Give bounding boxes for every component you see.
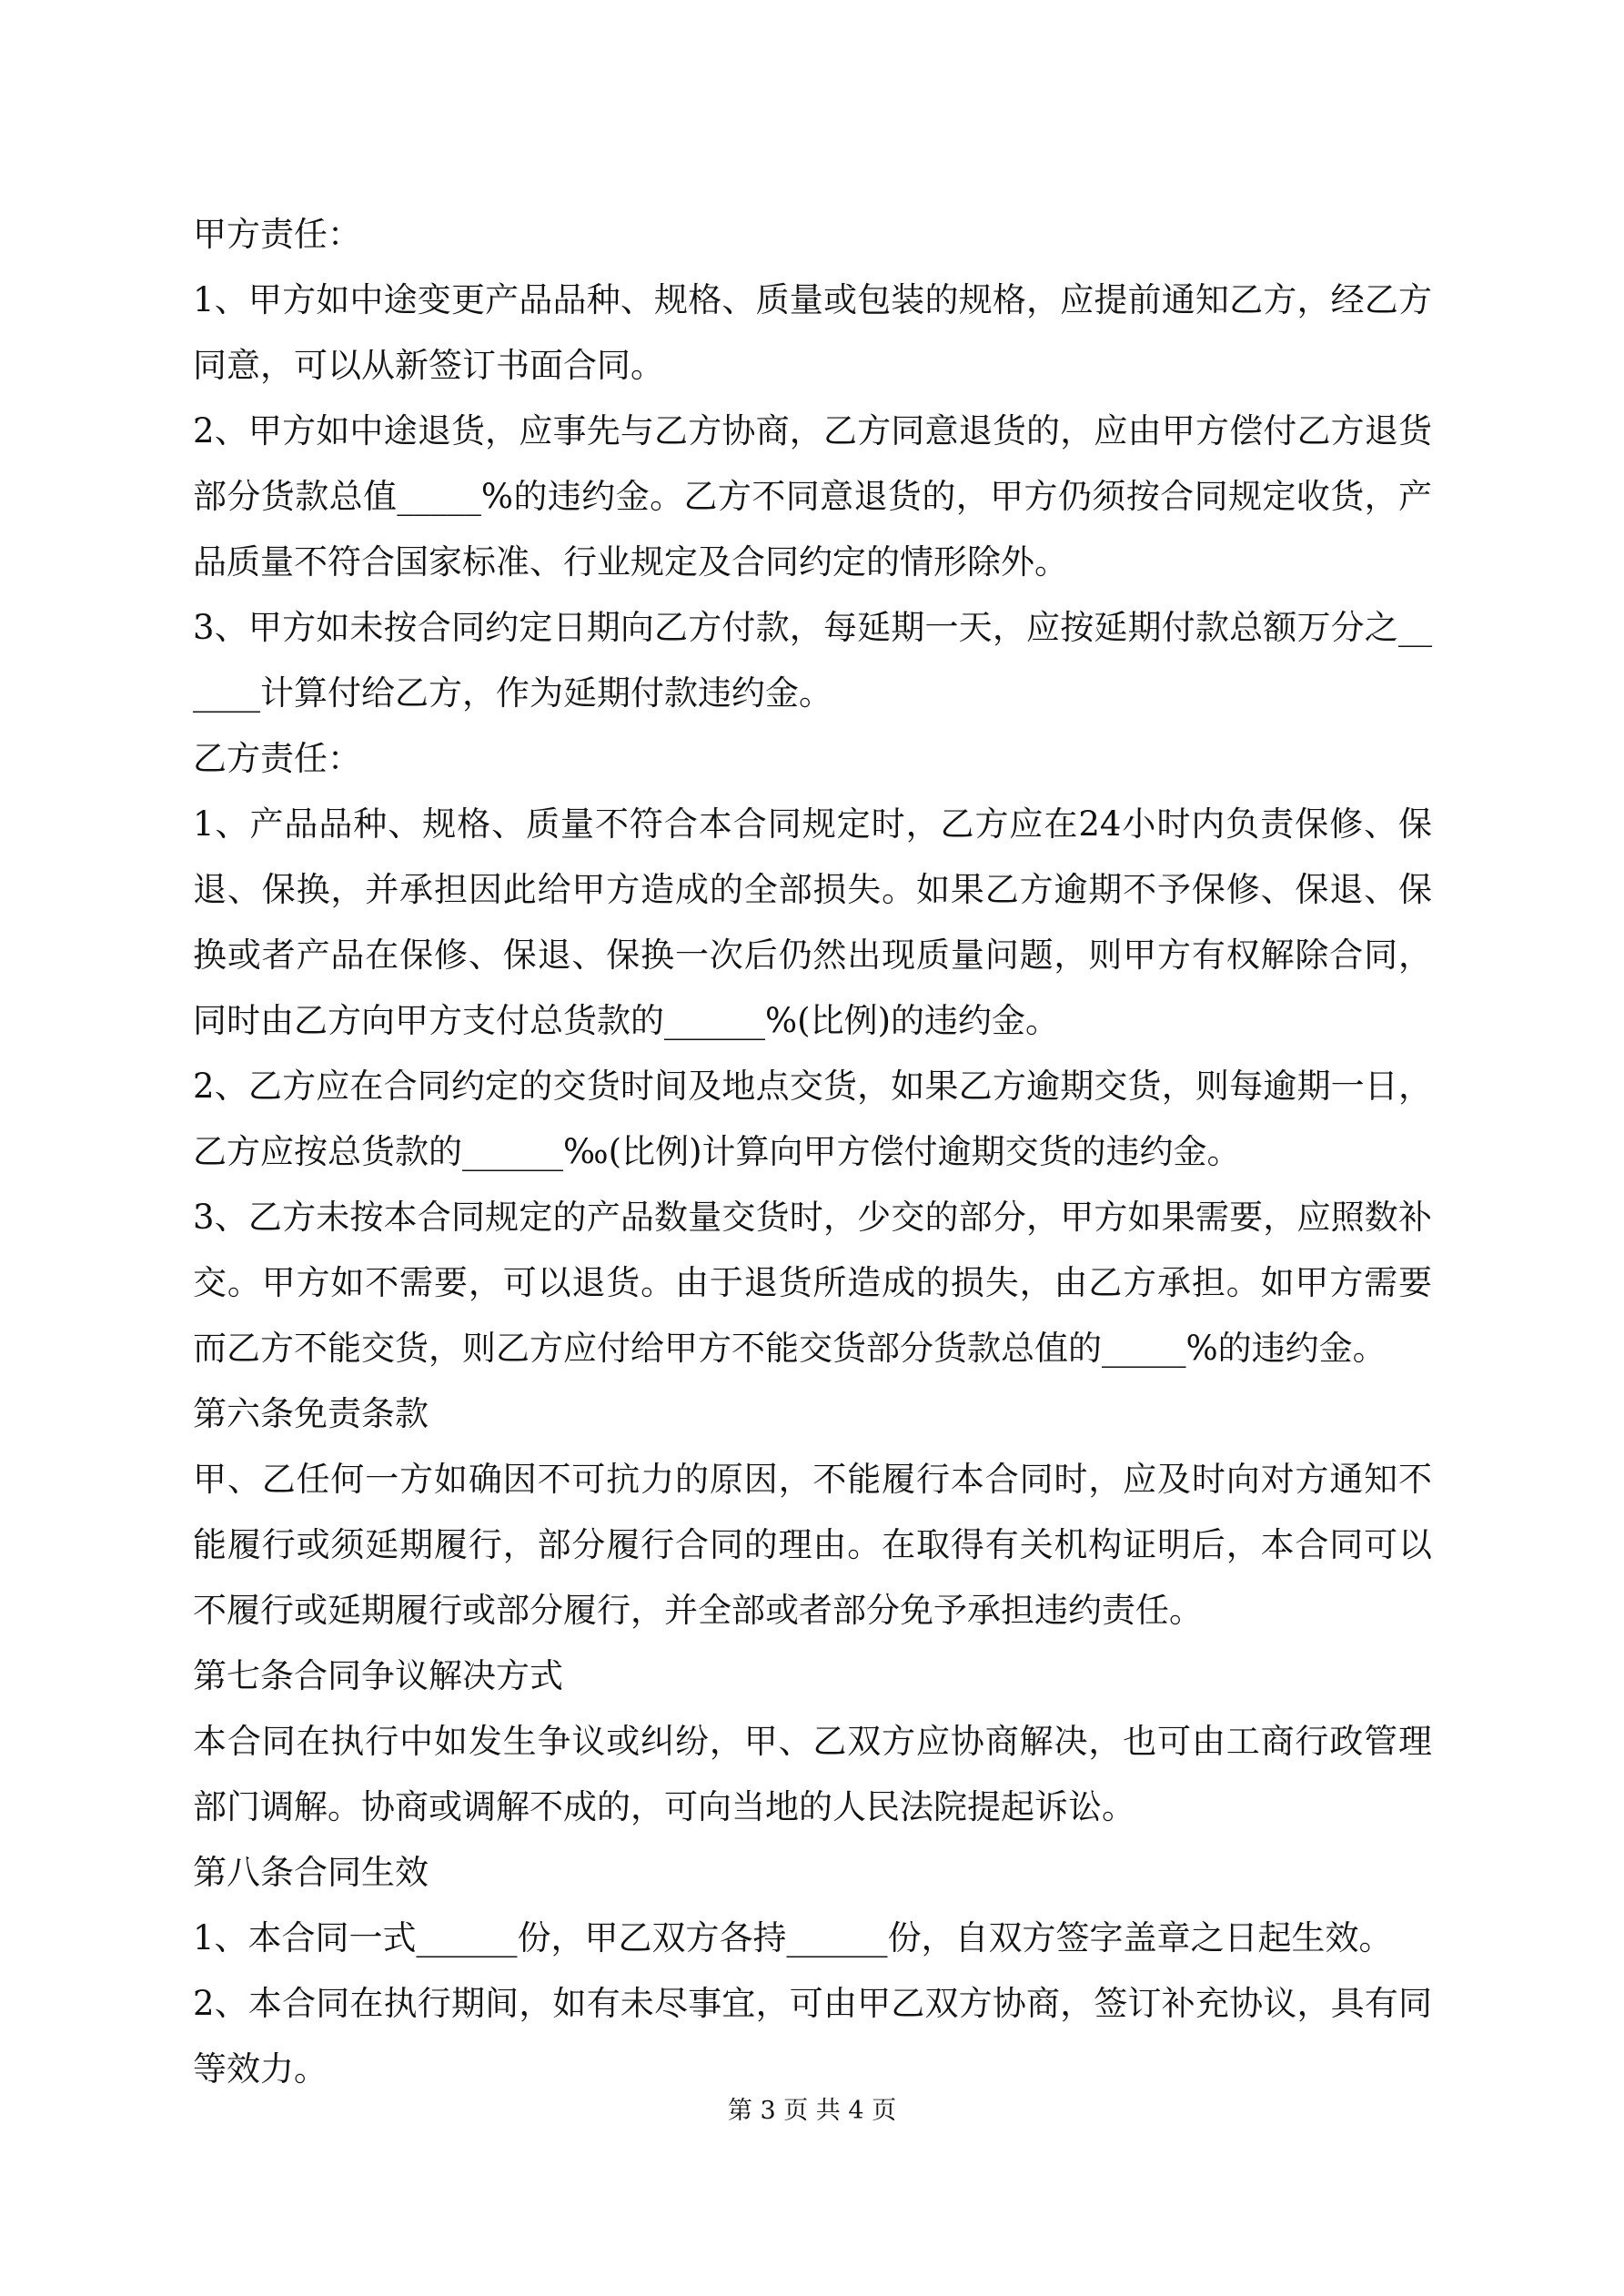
clause-a-1: 1、甲方如中途变更产品品种、规格、质量或包装的规格，应提前通知乙方，经乙方同意，可以从新签订书面合同。 [193,280,1432,385]
article-6-body: 甲、乙任何一方如确因不可抗力的原因，不能履行本合同时，应及时向对方通知不能履行或须延期履行，部分履行合同的理由。在取得有关机构证明后，本合同可以不履行或延期履行或部分履行，并全部或者部分免予承担违约责任。 [193,1460,1432,1630]
document-body [193,202,1432,2102]
clause-a-3: 3、甲方如未按合同约定日期向乙方付款，每延期一天，应按延期付款总额万分之______计算付给乙方，作为延期付款违约金。 [193,608,1432,713]
page-footer [0,2093,1624,2129]
clause-b-1: 1、产品品种、规格、质量不符合本合同规定时，乙方应在24小时内负责保修、保退、保换，并承担因此给甲方造成的全部损失。如果乙方逾期不予保修、保退、保换或者产品在保修、保退、保换一次后仍然出现质量问题，则甲方有权解除合同，同时由乙方向甲方支付总货款的______%(比例)的违约金。 [193,804,1432,1040]
article-8-clause-2: 2、本合同在执行期间，如有未尽事宜，可由甲乙双方协商，签订补充协议，具有同等效力。 [193,1984,1432,2089]
article-7-heading: 第七条合同争议解决方式 [193,1656,563,1695]
page-number-label: 第 3 页 共 4 页 [727,2097,897,2125]
article-8-clause-1: 1、本合同一式______份，甲乙双方各持______份，自双方签字盖章之日起生效。 [193,1918,1393,1957]
article-8-heading: 第八条合同生效 [193,1853,429,1892]
clause-a-2: 2、甲方如中途退货，应事先与乙方协商，乙方同意退货的，应由甲方偿付乙方退货部分货款总值_____%的违约金。乙方不同意退货的，甲方仍须按合同规定收货，产品质量不符合国家标准、行业规定及合同约定的情形除外。 [193,411,1432,582]
heading-party-a-duties: 甲方责任： [193,215,361,254]
clause-b-2: 2、乙方应在合同约定的交货时间及地点交货，如果乙方逾期交货，则每逾期一日，乙方应按总货款的______‰(比例)计算向甲方偿付逾期交货的违约金。 [193,1067,1432,1171]
article-6-heading: 第六条免责条款 [193,1394,429,1433]
clause-b-3: 3、乙方未按本合同规定的产品数量交货时，少交的部分，甲方如果需要，应照数补交。甲方如不需要，可以退货。由于退货所造成的损失，由乙方承担。如甲方需要而乙方不能交货，则乙方应付给甲方不能交货部分货款总值的_____%的违约金。 [193,1198,1432,1368]
heading-party-b-duties: 乙方责任： [193,739,361,778]
article-7-body: 本合同在执行中如发生争议或纠纷，甲、乙双方应协商解决，也可由工商行政管理部门调解。协商或调解不成的，可向当地的人民法院提起诉讼。 [193,1722,1432,1826]
